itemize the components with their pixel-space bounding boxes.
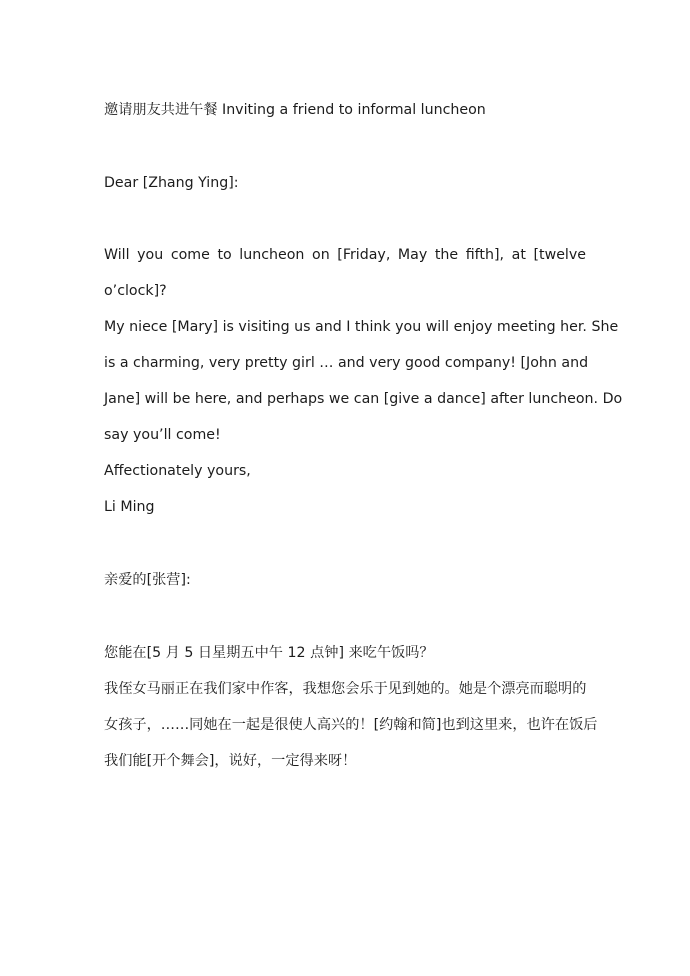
english-signature: Li Ming [104, 499, 155, 515]
english-salutation: Dear [Zhang Ying]: [104, 175, 239, 191]
english-closing: Affectionately yours, [104, 463, 251, 479]
english-paragraph-2-line-1: My niece [Mary] is visiting us and I think you will enjoy meeting her. She [104, 319, 619, 335]
chinese-paragraph-2-line-1: 我侄女马丽正在我们家中作客，我想您会乐于见到她的。她是个漂亮而聪明的 [104, 681, 587, 697]
document-title: 邀请朋友共进午餐 Inviting a friend to informal luncheon [104, 102, 486, 118]
english-paragraph-1-line-1: Will you come to luncheon on [Friday, May the fifth], at [twelve [104, 247, 586, 263]
chinese-salutation: 亲爱的[张营]: [104, 572, 191, 588]
chinese-paragraph-1: 您能在[5 月 5 日星期五中午 12 点钟] 来吃午饭吗？ [104, 645, 434, 661]
english-paragraph-2-line-4: say you’ll come! [104, 427, 221, 443]
english-paragraph-2-line-3: Jane] will be here, and perhaps we can [give a dance] after luncheon. Do [104, 391, 623, 407]
chinese-paragraph-2-line-3: 我们能[开个舞会]，说好，一定得来呀！ [104, 753, 357, 769]
english-paragraph-2-line-2: is a charming, very pretty girl … and very good company! [John and [104, 355, 589, 371]
english-paragraph-1-line-2: o’clock]? [104, 283, 167, 299]
chinese-paragraph-2-line-2: 女孩子，……同她在一起是很使人高兴的！[约翰和简]也到这里来，也许在饭后 [104, 717, 598, 733]
